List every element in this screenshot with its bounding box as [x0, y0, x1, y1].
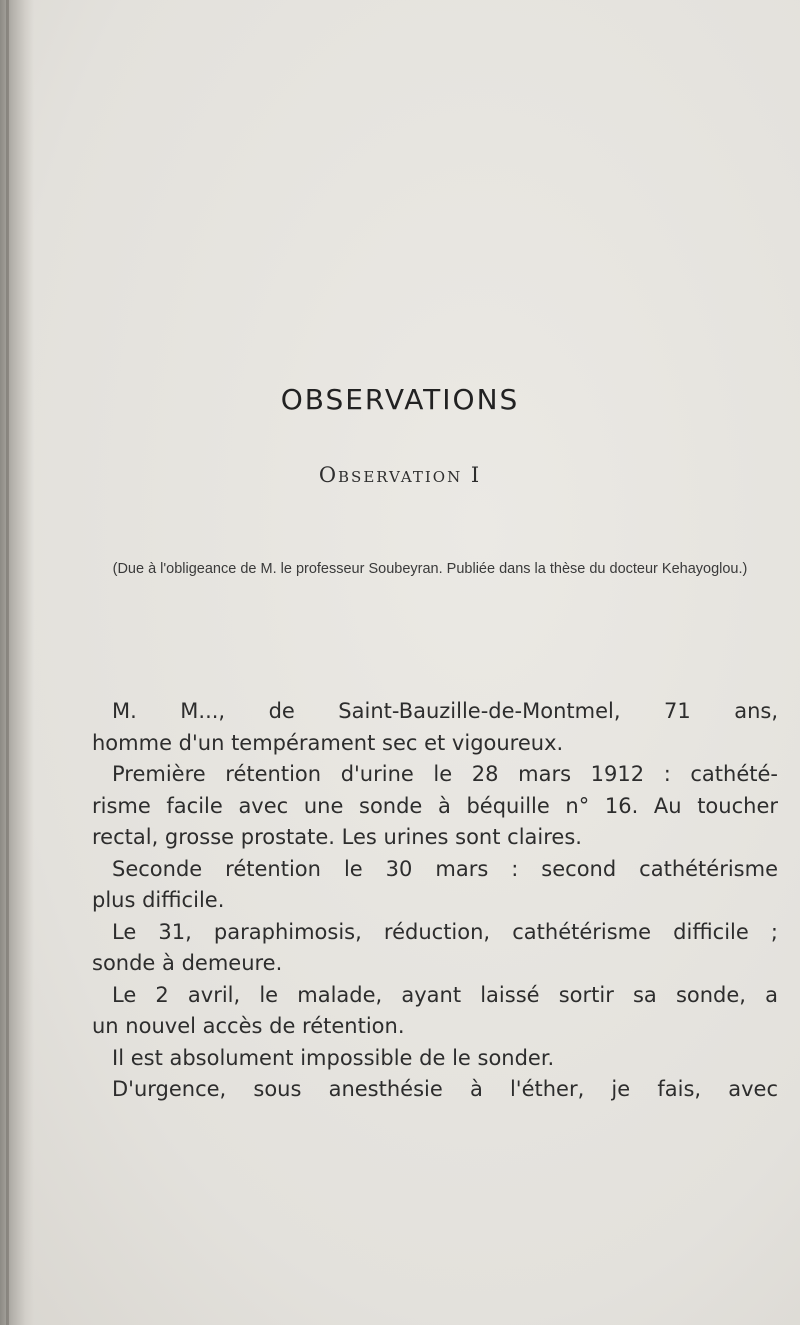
- text-line: plus difficile.: [92, 888, 225, 912]
- text-line: homme d'un tempérament sec et vigoureux.: [92, 730, 564, 755]
- paragraph-7: [92, 1074, 778, 1106]
- paragraph-5: [92, 980, 778, 1043]
- text-line: Première rétention d'urine le 28 mars 1912 : cathété-: [112, 762, 778, 786]
- text-line: D'urgence, sous anesthésie à l'éther, je fais, avec: [112, 1077, 778, 1101]
- text-line: M. M..., de Saint-Bauzille-de-Montmel, 71 ans,: [112, 699, 778, 723]
- paragraph-4: [92, 917, 778, 980]
- text-line: risme facile avec une sonde à béquille n° 16. Au toucher: [92, 793, 778, 818]
- observation-title: Observation I: [318, 463, 482, 487]
- section-heading: OBSERVATIONS: [280, 383, 520, 416]
- attribution-note: (Due à l'obligeance de M. le professeur Soubeyran. Publiée dans la thèse du docteur Kehayoglou.): [112, 561, 748, 577]
- text-line: rectal, grosse prostate. Les urines sont claires.: [92, 825, 582, 849]
- binding-shadow: [6, 0, 9, 1325]
- paragraph-6: [92, 1043, 778, 1075]
- page-binding-edge: [0, 0, 34, 1325]
- text-line: Il est absolument impossible de le sonder.: [112, 1045, 555, 1070]
- paragraph-1: [92, 696, 778, 759]
- text-line: Seconde rétention le 30 mars : second cathétérisme: [112, 856, 778, 881]
- text-line: Le 31, paraphimosis, réduction, cathétérisme difficile ;: [112, 919, 778, 944]
- paragraph-3: [92, 854, 778, 917]
- observation-body: [92, 696, 778, 1106]
- text-line: Le 2 avril, le malade, ayant laissé sortir sa sonde, a: [112, 982, 778, 1007]
- text-line: un nouvel accès de rétention.: [92, 1014, 405, 1038]
- paragraph-2: [92, 759, 778, 854]
- text-line: sonde à demeure.: [92, 951, 283, 975]
